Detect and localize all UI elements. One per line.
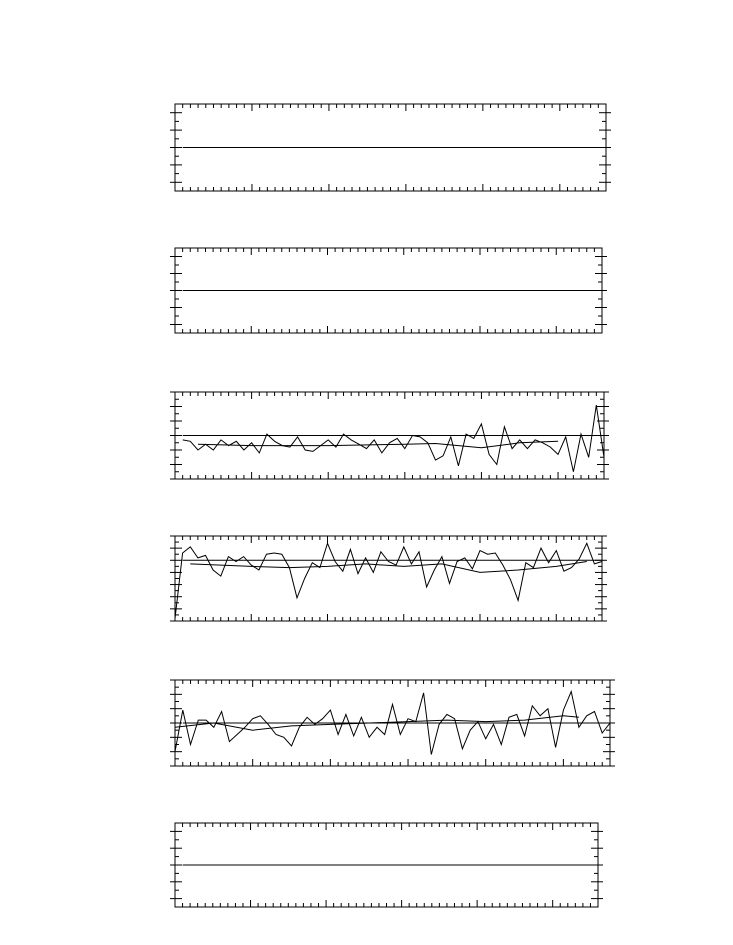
chart-panel bbox=[170, 536, 607, 621]
chart-panel bbox=[170, 823, 603, 907]
series-line-annual bbox=[175, 543, 602, 618]
chart-panel bbox=[170, 248, 607, 333]
chart-panel bbox=[170, 104, 611, 191]
chart-panel bbox=[170, 392, 609, 479]
chart-panel bbox=[170, 680, 615, 766]
plot-frame bbox=[175, 536, 602, 621]
series-line-annual bbox=[183, 405, 604, 472]
